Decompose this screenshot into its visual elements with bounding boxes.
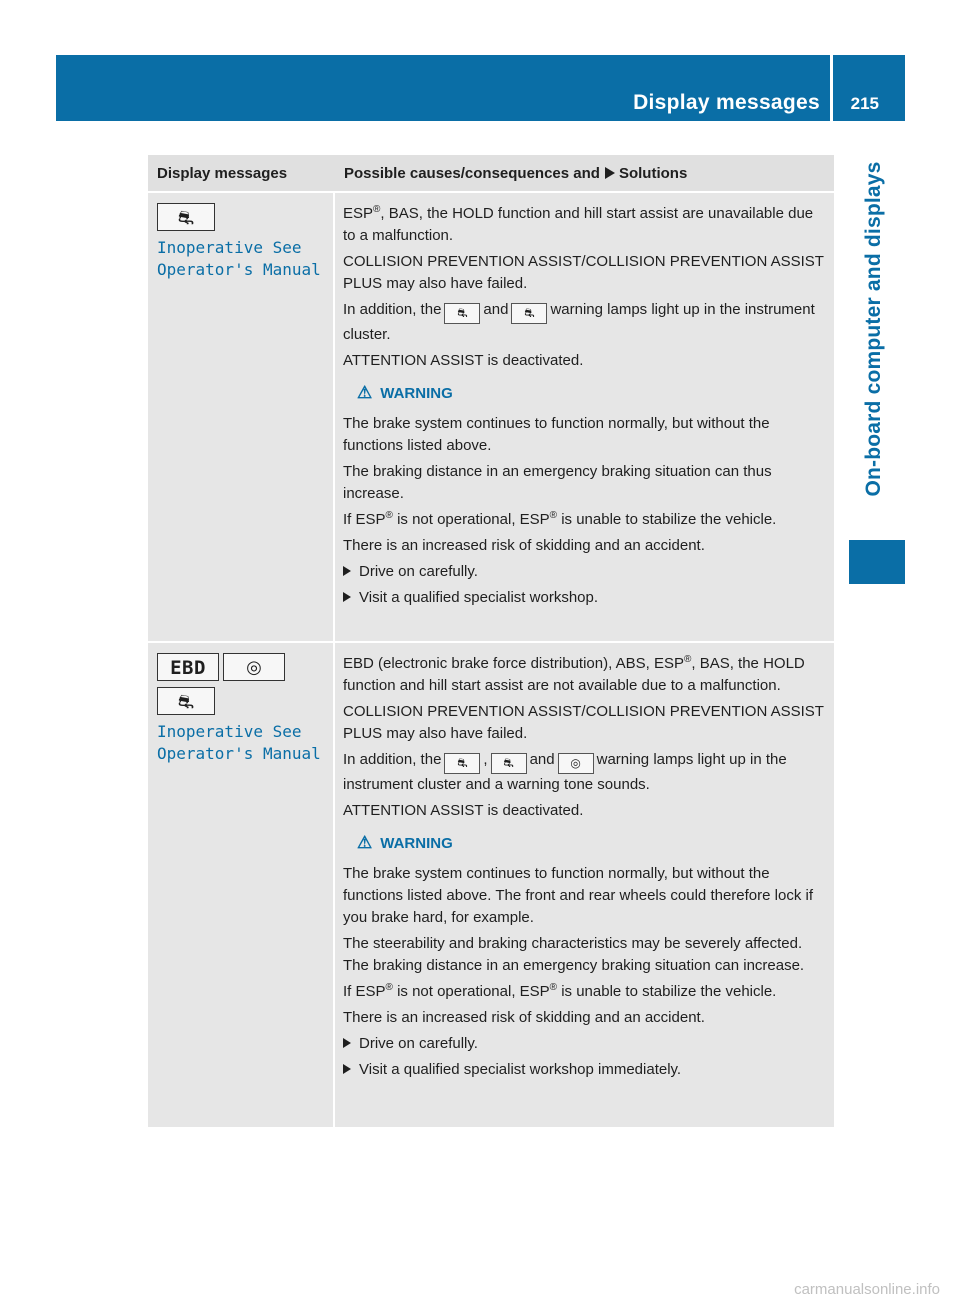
ebd-icon: EBD <box>157 653 219 681</box>
text: If ESP <box>343 511 386 528</box>
step-arrow-icon <box>343 1064 351 1074</box>
col-header-messages: Display messages <box>157 165 288 182</box>
text: is unable to stabilize the vehicle. <box>557 511 777 528</box>
text: is not operational, ESP <box>392 511 550 528</box>
text: warning lamps light up in the instrument cluster. <box>343 301 815 343</box>
warning-paragraph: If ESP® is not operational, ESP® is unable to stabilize the vehicle. <box>343 982 777 1000</box>
message-cell <box>148 193 335 641</box>
display-message-line: Operator's Manual <box>157 744 321 763</box>
warning-paragraph: The brake system continues to function normally, but without the functions listed above. <box>343 415 770 454</box>
table-row <box>148 193 834 643</box>
text: If ESP <box>343 983 386 1000</box>
display-message-line: Operator's Manual <box>157 260 321 279</box>
warning-paragraph: The braking distance in an emergency braking situation can thus increase. <box>343 463 772 502</box>
solution-step <box>343 587 828 609</box>
display-message-line: Inoperative See <box>157 722 302 741</box>
esp-warning-icon: ⛐ <box>157 203 215 231</box>
abs-icon: ◎ <box>558 753 594 774</box>
text: is not operational, ESP <box>392 983 550 1000</box>
display-messages-table <box>148 155 834 1129</box>
col-header-solutions-text: Solutions <box>618 165 688 182</box>
solution-step <box>343 1059 828 1081</box>
arrow-right-icon <box>605 167 615 179</box>
cause-paragraph <box>343 299 828 346</box>
step-arrow-icon <box>343 1038 351 1048</box>
solution-step <box>343 1033 828 1055</box>
text: , <box>483 751 488 768</box>
step-arrow-icon <box>343 566 351 576</box>
cause-paragraph: EBD (electronic brake force distribution), ABS, ESP®, BAS, the HOLD function and hill start assist are not available due to a malfunction. <box>343 654 805 694</box>
message-cell <box>148 643 335 1127</box>
esp-warning-icon: ⛐ <box>444 753 480 774</box>
text: , BAS, the HOLD function and hill start assist are not available due to a malfunction. <box>343 655 805 694</box>
step-arrow-icon <box>343 592 351 602</box>
display-message-line: Inoperative See <box>157 238 302 257</box>
esp-warning-icon: ⛐ <box>157 687 215 715</box>
warning-label: WARNING <box>380 385 453 402</box>
esp-warning-icon: ⛐ <box>444 303 480 324</box>
text: and <box>483 301 509 318</box>
page-header-title: Display messages <box>633 91 820 114</box>
page-number: 215 <box>850 94 879 113</box>
warning-paragraph: If ESP® is not operational, ESP® is unable to stabilize the vehicle. <box>343 510 777 528</box>
warning-label: WARNING <box>380 835 453 852</box>
text: , BAS, the HOLD function and hill start assist are unavailable due to a malfunction. <box>343 205 814 244</box>
table-row <box>148 643 834 1129</box>
warning-paragraph: The brake system continues to function normally, but without the functions listed above. The front and rear wheels could therefore lock if you brake hard, for example. <box>343 865 813 926</box>
text: warning lamps light up in the instrument cluster and a warning tone sounds. <box>343 751 787 793</box>
esp-off-icon: ⛐ <box>511 303 547 324</box>
causes-cell <box>335 193 834 641</box>
warning-paragraph: The steerability and braking characteristics may be severely affected. The braking distance in an emergency braking situation can increase. <box>343 935 805 974</box>
header-separator <box>830 55 833 121</box>
text: Visit a qualified specialist workshop. <box>359 589 599 606</box>
section-marker <box>849 540 905 584</box>
text: Visit a qualified specialist workshop immediately. <box>359 1061 682 1078</box>
causes-cell <box>335 643 834 1127</box>
text: is unable to stabilize the vehicle. <box>557 983 777 1000</box>
warning-heading <box>343 382 828 405</box>
text: EBD (electronic brake force distribution), ABS, ESP <box>343 655 684 672</box>
cause-paragraph: COLLISION PREVENTION ASSIST/COLLISION PREVENTION ASSIST PLUS may also have failed. <box>343 703 824 742</box>
warning-triangle-icon: ⚠ <box>357 383 373 402</box>
text: In addition, the <box>343 301 442 318</box>
text: and <box>529 751 555 768</box>
cause-paragraph: ATTENTION ASSIST is deactivated. <box>343 802 584 819</box>
cause-paragraph: COLLISION PREVENTION ASSIST/COLLISION PREVENTION ASSIST PLUS may also have failed. <box>343 253 824 292</box>
watermark: carmanualsonline.info <box>794 1281 940 1298</box>
section-sidebar <box>843 128 905 530</box>
warning-heading <box>343 832 828 855</box>
esp-off-icon: ⛐ <box>491 753 527 774</box>
cause-paragraph: ESP®, BAS, the HOLD function and hill start assist are unavailable due to a malfunction. <box>343 204 814 244</box>
abs-icon: ◎ <box>223 653 285 681</box>
col-header-causes-text: Possible causes/consequences and <box>344 165 600 182</box>
solution-step <box>343 561 828 583</box>
text: In addition, the <box>343 751 442 768</box>
warning-paragraph: There is an increased risk of skidding and an accident. <box>343 1009 705 1026</box>
warning-triangle-icon: ⚠ <box>357 833 373 852</box>
page-header-bar <box>56 55 905 121</box>
cause-paragraph: ATTENTION ASSIST is deactivated. <box>343 352 584 369</box>
table-header <box>148 155 834 193</box>
text: ESP <box>343 205 374 222</box>
warning-paragraph: There is an increased risk of skidding and an accident. <box>343 537 705 554</box>
cause-paragraph <box>343 749 828 796</box>
col-header-causes <box>335 155 834 191</box>
text: Drive on carefully. <box>359 563 478 580</box>
text: Drive on carefully. <box>359 1035 478 1052</box>
section-title: On-board computer and displays <box>862 161 885 497</box>
